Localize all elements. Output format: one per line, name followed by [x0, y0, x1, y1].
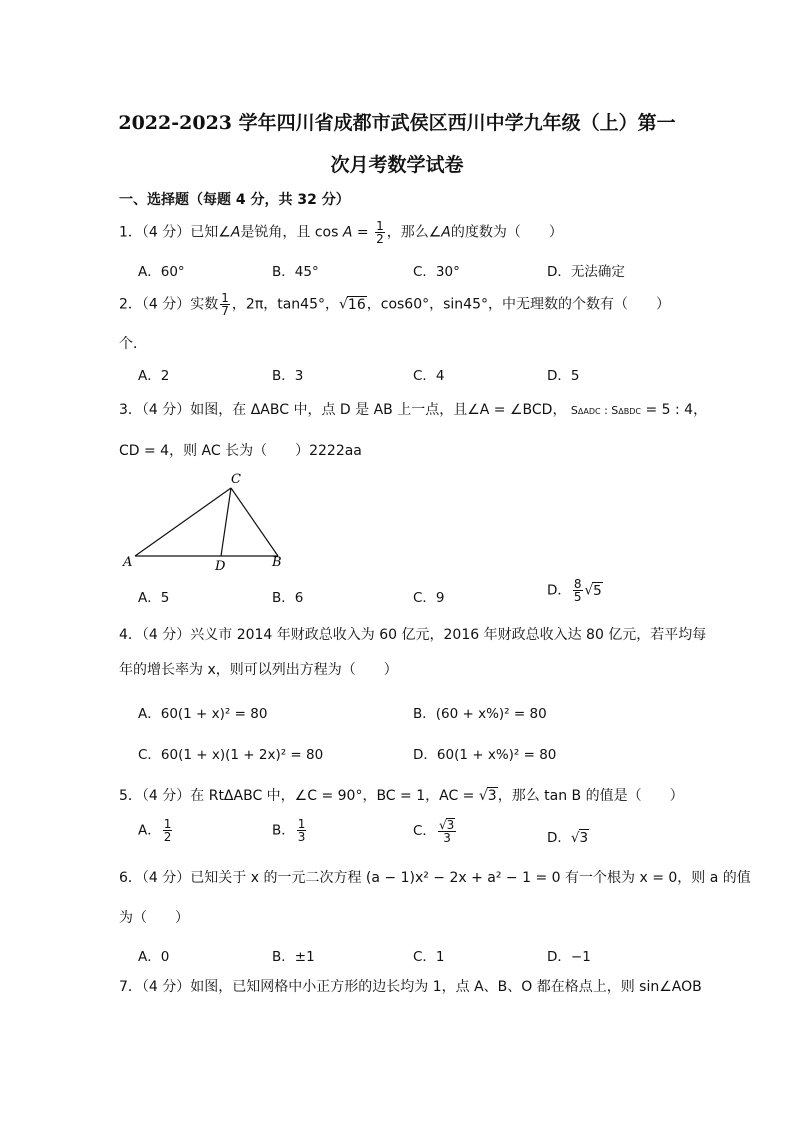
q1-option-d[interactable]: D．无法确定	[547, 264, 625, 280]
q5-option-a[interactable]	[138, 818, 174, 843]
q4-line1: 4．（4 分）兴义市 2014 年财政总收入为 60 亿元，2016 年财政总收入达 80 亿元，若平均每	[119, 627, 707, 643]
q1-option-b[interactable]: B．45°	[272, 264, 319, 280]
q3-line1a: 3．（4 分）如图，在 ΔABC 中，点 D 是 AB 上一点，且∠A = ∠BCD，	[119, 402, 567, 418]
q5-option-b[interactable]	[272, 818, 308, 843]
q1-var-a3: A	[441, 224, 451, 241]
label-a: A	[123, 555, 133, 570]
q5-line1a: 5．（4 分）在 RtΔABC 中，∠C = 90°，BC = 1，AC =	[119, 788, 479, 804]
label-b: B	[272, 555, 282, 570]
q4-option-b[interactable]: B．(60 + x%)² = 80	[413, 706, 547, 722]
q5-optc-rad: 3	[446, 818, 455, 832]
q6-option-a[interactable]: A．0	[138, 949, 170, 965]
q6-line2: 为（ ）	[119, 910, 189, 926]
q5-optb-pre: B．	[272, 822, 295, 839]
q6-option-d[interactable]: D．−1	[547, 949, 591, 965]
q5-optb-num: 1	[297, 817, 306, 831]
q3-optd-num: 8	[573, 577, 582, 591]
q2-sqrt16: 16	[347, 296, 366, 313]
q2-frac-den: 7	[221, 304, 229, 318]
label-c: C	[231, 472, 241, 487]
q5-optc-num: √3	[438, 818, 455, 832]
q5-option-c[interactable]	[413, 818, 458, 844]
q5-optc-den: 3	[443, 831, 451, 845]
q5-optc-frac	[438, 818, 456, 844]
q1-mid1: 是锐角，且	[240, 224, 311, 241]
q3-option-d[interactable]: D． $\frac{8}{5}$ √5	[547, 577, 602, 604]
q4-option-d[interactable]: D．60(1 + x%)² = 80	[413, 747, 557, 763]
exam-title-line1: 2022-2023 学年四川省成都市武侯区西川中学九年级（上）第一	[118, 112, 676, 134]
q1-frac-num: 1	[376, 219, 384, 233]
q2-option-b[interactable]: B．3	[272, 368, 304, 384]
q6-option-c[interactable]: C．1	[413, 949, 445, 965]
q5-opta-frac	[163, 818, 173, 843]
q2-head: 2．（4 分）实数	[119, 296, 219, 313]
q3-s1: S	[570, 404, 578, 417]
q3-option-d-label: D．	[547, 582, 571, 599]
q2-option-d[interactable]: D．5	[547, 368, 580, 384]
q7-line1: 7．（4 分）如图，已知网格中小正方形的边长均为 1，点 A、B、O 都在格点上，则 sin∠AOB	[119, 979, 702, 995]
q1-tail: 的度数为（ ）	[450, 224, 563, 241]
q4-line2: 年的增长率为 x，则可以列出方程为（ ）	[119, 662, 398, 678]
q5-rad: 3	[487, 788, 497, 804]
exam-title-line2: 次月考数学试卷	[330, 154, 464, 176]
q3-option-c[interactable]: C．9	[413, 590, 445, 606]
q4-option-c[interactable]: C．60(1 + x)(1 + 2x)² = 80	[138, 747, 324, 763]
q3-optd-den: 5	[573, 590, 582, 604]
q5-optb-frac	[297, 818, 307, 843]
q3-option-b[interactable]: B．6	[272, 590, 304, 606]
q1-mid2: ，那么∠	[386, 224, 442, 241]
q1-var-a2: A	[342, 224, 353, 241]
q1-option-a[interactable]: A．60°	[138, 264, 185, 280]
question-5-stem: 5．（4 分）在 RtΔABC 中，∠C = 90°，BC = 1，AC = √3，那么 tan B 的值是（ ）	[119, 788, 684, 804]
q2-rest: ，cos60°，sin45°，中无理数的个数有（ ）	[366, 296, 670, 313]
q2-frac-num: 1	[221, 291, 229, 305]
q1-frac-den: 2	[376, 232, 384, 246]
q3-option-a[interactable]: A．5	[138, 590, 170, 606]
q5-optd-rad: 3	[579, 830, 589, 846]
q1-eq: =	[356, 224, 369, 241]
q4-option-a[interactable]: A．60(1 + x)² = 80	[138, 706, 268, 722]
q2-line2: 个．	[119, 336, 147, 352]
q3-colon: : S	[600, 404, 619, 417]
q3-sub2: ΔBDC	[618, 407, 641, 416]
q2-option-a[interactable]: A．2	[138, 368, 170, 384]
question-2-stem: 2．（4 分）实数 $\frac{1}{7}$ ，2π，tan45°，√16，cos60°，sin45°，中无理数的个数有（ ）	[119, 291, 670, 318]
q3-line2: CD = 4，则 AC 长为（ ）2222aa	[119, 443, 362, 459]
q1-fraction	[375, 220, 385, 245]
section-heading: 一、选择题（每题 4 分，共 32 分）	[119, 192, 350, 208]
q1-cos: cos	[314, 224, 339, 241]
q3-sub1: ΔADC	[577, 407, 601, 416]
q5-optd-pre: D．	[547, 830, 571, 846]
q6-option-b[interactable]: B．±1	[272, 949, 315, 965]
q3-ratio: = 5 : 4，	[641, 402, 708, 418]
triangle-figure	[118, 468, 293, 576]
q5-option-d[interactable]: D．√3	[547, 830, 589, 846]
q5-opta-num: 1	[163, 817, 172, 831]
q3-option-d-fraction	[573, 578, 583, 603]
question-3-stem	[119, 399, 707, 419]
q5-optb-den: 3	[297, 830, 306, 844]
q2-fraction	[220, 292, 230, 317]
q1-head: 1．（4 分）已知∠	[119, 224, 231, 241]
q2-list: ，2π，tan45°，	[231, 296, 339, 313]
q1-option-c[interactable]: C．30°	[413, 264, 460, 280]
q3-optd-rad: 5	[593, 582, 602, 599]
q5-line1b: ，那么 tan B 的值是（ ）	[497, 788, 684, 804]
q6-line1: 6．（4 分）已知关于 x 的一元二次方程 (a − 1)x² − 2x + a² − 1 = 0 有一个根为 x = 0，则 a 的值	[119, 870, 751, 886]
label-d: D	[215, 559, 226, 574]
q2-option-c[interactable]: C．4	[413, 368, 445, 384]
q5-optc-pre: C．	[413, 823, 436, 839]
q5-opta-pre: A．	[138, 822, 161, 839]
question-1-stem	[119, 220, 563, 245]
q5-opta-den: 2	[163, 830, 172, 844]
q1-var-a: A	[230, 224, 241, 241]
